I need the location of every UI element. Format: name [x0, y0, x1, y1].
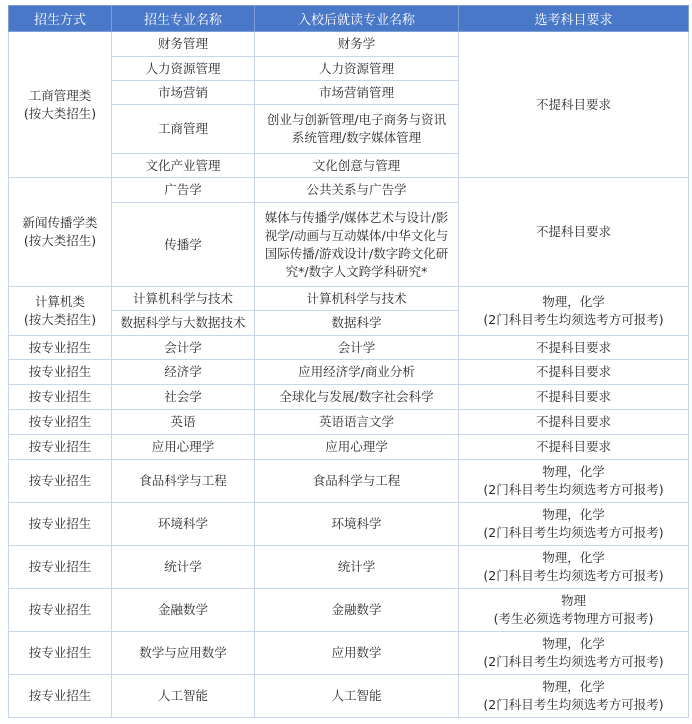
- enrolled-major-cell-line: 人工智能: [157, 688, 208, 703]
- admission-mode-cell-line: 按专业招生: [28, 339, 92, 355]
- header-enrolled-major: 招生专业名称: [112, 6, 255, 32]
- subject-requirement-cell: [459, 546, 689, 589]
- enrolled-major-cell: [112, 336, 255, 360]
- admission-mode-cell: [9, 460, 112, 503]
- admission-mode-cell: [9, 632, 112, 675]
- subject-requirement-cell: [459, 360, 689, 385]
- enrolled-major-cell-line: 文化产业管理: [145, 157, 221, 173]
- study-major-cell: [255, 675, 459, 718]
- subject-requirement-cell-line: 不提科目要求: [535, 414, 611, 429]
- subject-requirement-cell-line: 不提科目要求: [535, 389, 611, 404]
- study-major-cell: [255, 589, 459, 632]
- enrolled-major-cell: [112, 178, 255, 203]
- enrolled-major-cell-line: 财务管理: [157, 36, 208, 51]
- study-major-cell-line: 环境科学: [331, 516, 382, 531]
- subject-requirement-cell-line: 不提科目要求: [535, 439, 611, 454]
- enrolled-major-cell-line: 计算机科学与技术: [132, 290, 233, 306]
- admission-mode-cell: [9, 32, 112, 178]
- enrolled-major-cell: [112, 460, 255, 503]
- admission-mode-cell: [9, 178, 112, 287]
- table-row: [9, 546, 689, 589]
- enrolled-major-cell: [112, 32, 255, 57]
- study-major-cell-line: 会计学: [337, 339, 376, 355]
- enrolled-major-cell-line: 传播学: [164, 236, 202, 252]
- admission-mode-cell: [9, 589, 112, 632]
- subject-requirement-cell: [459, 336, 689, 360]
- enrolled-major-cell-line: 会计学: [164, 339, 202, 355]
- subject-requirement-cell: [459, 287, 689, 336]
- study-major-cell-line: 人工智能: [331, 688, 382, 703]
- subject-requirement-cell-line: (2门科目考生均须选考方可报考): [483, 312, 664, 327]
- study-major-cell: [255, 435, 459, 460]
- table-row: [9, 178, 689, 203]
- table-row: [9, 410, 689, 435]
- enrolled-major-cell-line: 人力资源管理: [145, 60, 221, 76]
- table-row: [9, 675, 689, 718]
- enrolled-major-cell: [112, 287, 255, 311]
- subject-requirement-cell: [459, 385, 689, 410]
- admission-mode-cell-line: 新闻传播学类: [22, 215, 98, 230]
- study-major-cell-line: 公共关系与广告学: [306, 182, 407, 197]
- subject-requirement-cell: [459, 503, 689, 546]
- study-major-cell: [255, 410, 459, 435]
- study-major-cell-line: 财务学: [337, 36, 376, 51]
- enrolled-major-cell-line: 工商管理: [157, 121, 208, 136]
- admission-mode-cell-line: 按专业招生: [28, 389, 92, 404]
- admission-mode-cell-line: 按专业招生: [28, 439, 92, 454]
- study-major-cell-line: 统计学: [337, 559, 376, 574]
- enrolled-major-cell-line: 市场营销: [157, 84, 208, 100]
- enrolled-major-cell: [112, 81, 255, 105]
- enrolled-major-cell: [112, 57, 255, 81]
- study-major-cell: [255, 336, 459, 360]
- study-major-cell-line: 金融数学: [331, 602, 382, 617]
- enrolled-major-cell-line: 广告学: [164, 182, 202, 197]
- subject-requirement-cell-line: 物理，化学: [542, 679, 605, 694]
- subject-requirement-cell: [459, 632, 689, 675]
- enrolled-major-cell: [112, 311, 255, 336]
- subject-requirement-cell: [459, 460, 689, 503]
- admission-mode-cell: [9, 410, 112, 435]
- admission-mode-cell-line: 按专业招生: [28, 516, 92, 531]
- study-major-cell-line: 国际传播/游戏设计/数字跨文化研: [264, 245, 449, 261]
- enrolled-major-cell-line: 英语: [170, 414, 196, 429]
- study-major-cell: [255, 32, 459, 57]
- table-row: [9, 503, 689, 546]
- table-row: [9, 460, 689, 503]
- study-major-cell-line: 数据科学: [331, 315, 382, 330]
- admission-mode-cell: [9, 546, 112, 589]
- study-major-cell: [255, 546, 459, 589]
- admission-mode-cell: [9, 675, 112, 718]
- study-major-cell-line: 市场营销管理: [318, 84, 394, 100]
- subject-requirement-cell: [459, 589, 689, 632]
- enrolled-major-cell: [112, 360, 255, 385]
- subject-requirement-cell: [459, 435, 689, 460]
- enrolled-major-cell-line: 数学与应用数学: [139, 645, 227, 660]
- subject-requirement-cell-line: (2门科目考生均须选考方可报考): [483, 525, 664, 540]
- study-major-cell-line: 文化创意与管理: [312, 157, 401, 173]
- subject-requirement-cell-line: 物理，化学: [542, 507, 605, 522]
- subject-requirement-cell-line: 不提科目要求: [535, 96, 611, 112]
- enrolled-major-cell: [112, 154, 255, 178]
- subject-requirement-cell-line: 物理，化学: [542, 550, 605, 565]
- subject-requirement-cell: [459, 410, 689, 435]
- admission-mode-cell: [9, 336, 112, 360]
- admission-mode-cell-line: (按大类招生): [23, 312, 97, 327]
- subject-requirement-cell-line: 物理，化学: [542, 294, 605, 309]
- subject-requirement-cell-line: (2门科目考生均须选考方可报考): [483, 482, 664, 497]
- table-row: [9, 287, 689, 311]
- table-row: [9, 435, 689, 460]
- study-major-cell: [255, 178, 459, 203]
- admission-mode-cell-line: 按专业招生: [28, 473, 92, 488]
- study-major-cell: [255, 57, 459, 81]
- study-major-cell: [255, 311, 459, 336]
- admission-mode-cell-line: 按专业招生: [28, 602, 92, 617]
- enrolled-major-cell-line: 社会学: [164, 389, 202, 404]
- study-major-cell: [255, 360, 459, 385]
- enrolled-major-cell: [112, 632, 255, 675]
- study-major-cell-line: 系统管理/数字媒体管理: [291, 130, 422, 145]
- table-row: [9, 589, 689, 632]
- subject-requirement-cell-line: (2门科目考生均须选考方可报考): [483, 568, 664, 583]
- subject-requirement-cell: [459, 675, 689, 718]
- enrolled-major-cell: [112, 546, 255, 589]
- enrolled-major-cell-line: 统计学: [164, 559, 202, 574]
- subject-requirement-cell-line: 物理，化学: [542, 464, 605, 479]
- enrolled-major-cell: [112, 385, 255, 410]
- admission-mode-cell: [9, 360, 112, 385]
- study-major-cell-line: 食品科学与工程: [312, 473, 401, 488]
- admission-requirements-table: [8, 5, 689, 718]
- table-header-row: [9, 6, 689, 32]
- enrolled-major-cell-line: 环境科学: [157, 516, 208, 531]
- study-major-cell-line: 究*/数字人文跨学科研究*: [285, 263, 428, 279]
- table-row: [9, 336, 689, 360]
- table-body: [9, 32, 689, 718]
- admission-mode-cell-line: (按大类招生): [23, 233, 97, 248]
- study-major-cell: [255, 632, 459, 675]
- subject-requirement-cell-line: 不提科目要求: [535, 224, 611, 239]
- admission-mode-cell-line: 计算机类: [34, 294, 85, 309]
- header-subject-requirement: 选考科目要求: [459, 6, 689, 32]
- subject-requirement-cell-line: 不提科目要求: [535, 364, 611, 379]
- study-major-cell: [255, 385, 459, 410]
- study-major-cell-line: 应用经济学/商业分析: [298, 364, 415, 379]
- enrolled-major-cell-line: 经济学: [164, 364, 202, 379]
- enrolled-major-cell: [112, 105, 255, 154]
- subject-requirement-cell-line: (2门科目考生均须选考方可报考): [483, 654, 664, 669]
- subject-requirement-cell-line: 物理，化学: [542, 636, 605, 651]
- study-major-cell-line: 全球化与发展/数字社会科学: [279, 389, 434, 404]
- admission-mode-cell: [9, 503, 112, 546]
- header-admission-mode: 招生方式: [9, 6, 112, 32]
- study-major-cell-line: 计算机科学与技术: [306, 290, 407, 306]
- subject-requirement-cell-line: 不提科目要求: [535, 339, 611, 355]
- subject-requirement-cell-line: (考生必须选考物理方可报考): [493, 611, 654, 626]
- study-major-cell: [255, 287, 459, 311]
- enrolled-major-cell-line: 金融数学: [157, 602, 208, 617]
- study-major-cell-line: 媒体与传播学/媒体艺术与设计/影: [264, 209, 449, 225]
- study-major-cell-line: 创业与创新管理/电子商务与资讯: [266, 112, 447, 127]
- header-study-major: 入校后就读专业名称: [255, 6, 459, 32]
- table-row: [9, 632, 689, 675]
- subject-requirement-cell: [459, 32, 689, 178]
- admission-mode-cell-line: 工商管理类: [28, 87, 92, 103]
- study-major-cell: [255, 154, 459, 178]
- admission-mode-cell-line: 按专业招生: [28, 645, 92, 660]
- study-major-cell-line: 应用数学: [331, 645, 382, 660]
- admission-mode-cell-line: 按专业招生: [28, 364, 92, 379]
- admission-mode-cell-line: 按专业招生: [28, 414, 92, 429]
- enrolled-major-cell: [112, 410, 255, 435]
- table-row: [9, 32, 689, 57]
- enrolled-major-cell: [112, 589, 255, 632]
- study-major-cell-line: 视学/动画与互动媒体/中华文化与: [264, 227, 449, 243]
- enrolled-major-cell: [112, 503, 255, 546]
- study-major-cell-line: 英语语言文学: [318, 414, 394, 429]
- study-major-cell-line: 人力资源管理: [318, 60, 394, 76]
- enrolled-major-cell: [112, 203, 255, 287]
- enrolled-major-cell-line: 食品科学与工程: [139, 473, 227, 488]
- subject-requirement-cell-line: 物理: [560, 593, 586, 608]
- study-major-cell: [255, 203, 459, 287]
- study-major-cell-line: 应用心理学: [325, 439, 388, 454]
- study-major-cell: [255, 460, 459, 503]
- table-row: [9, 360, 689, 385]
- enrolled-major-cell: [112, 435, 255, 460]
- study-major-cell: [255, 81, 459, 105]
- enrolled-major-cell-line: 应用心理学: [151, 439, 215, 454]
- table-row: [9, 385, 689, 410]
- enrolled-major-cell-line: 数据科学与大数据技术: [120, 315, 246, 330]
- admission-mode-cell: [9, 385, 112, 410]
- admission-mode-cell-line: 按专业招生: [28, 688, 92, 703]
- admission-mode-cell-line: (按大类招生): [23, 105, 97, 121]
- enrolled-major-cell: [112, 675, 255, 718]
- study-major-cell: [255, 105, 459, 154]
- subject-requirement-cell: [459, 178, 689, 287]
- study-major-cell: [255, 503, 459, 546]
- admission-mode-cell: [9, 435, 112, 460]
- admission-mode-cell: [9, 287, 112, 336]
- subject-requirement-cell-line: (2门科目考生均须选考方可报考): [483, 697, 664, 712]
- admission-mode-cell-line: 按专业招生: [28, 559, 92, 574]
